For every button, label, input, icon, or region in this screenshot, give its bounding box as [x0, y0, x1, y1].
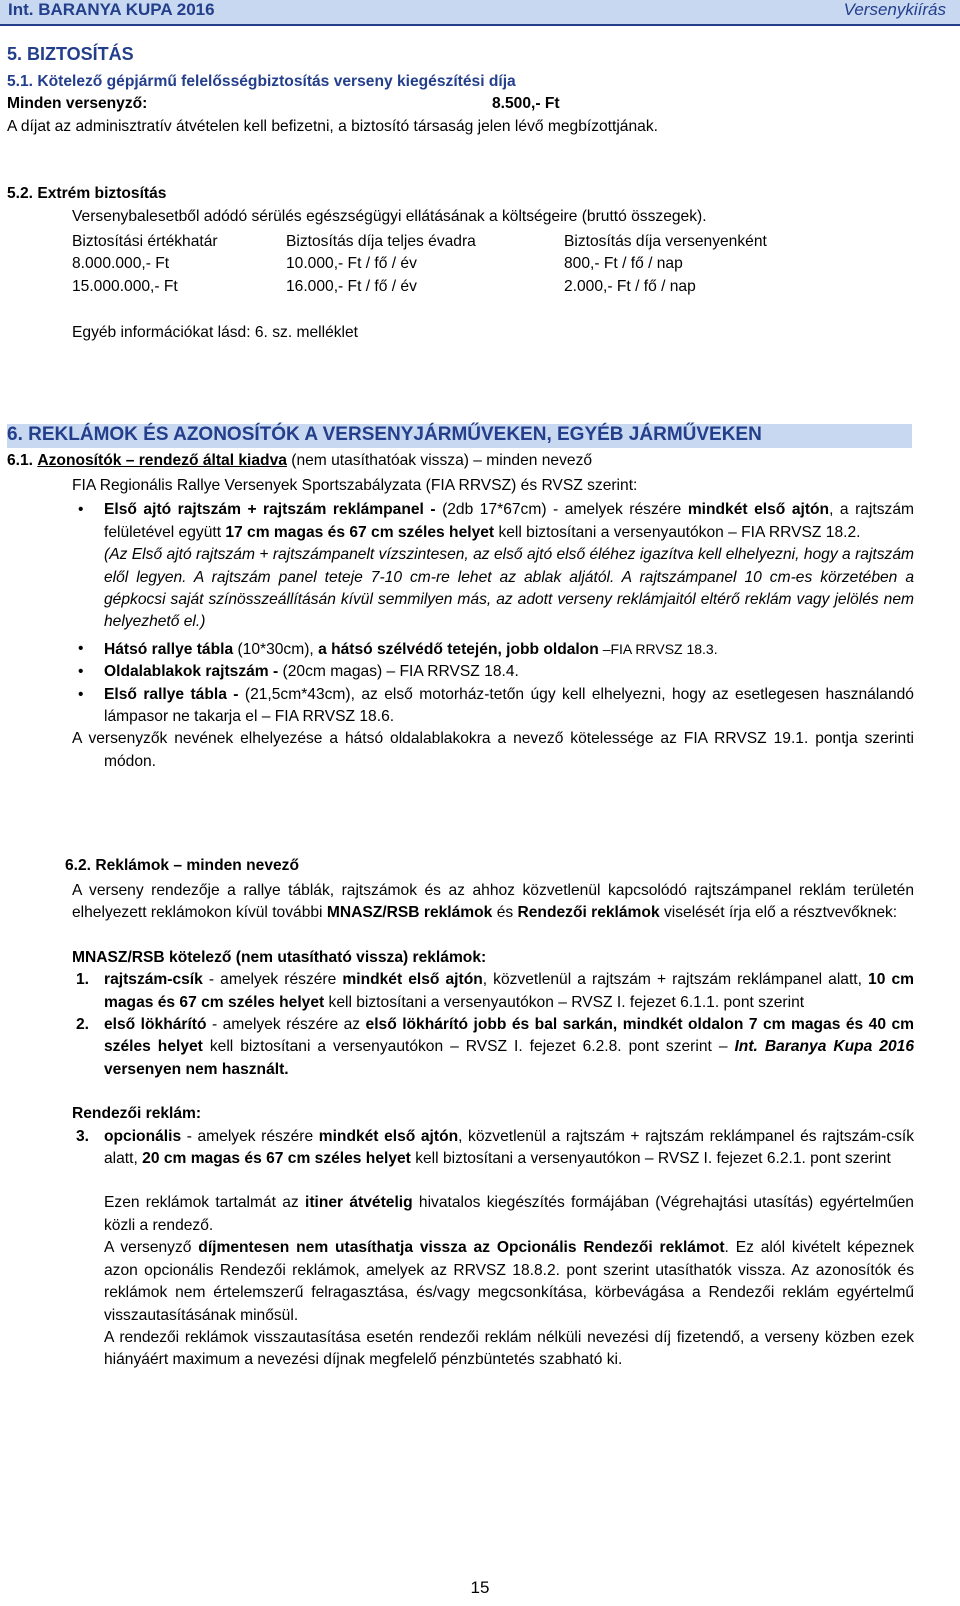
bullet-2-bold2: a hátsó szélvédő tetején, jobb oldalon — [318, 640, 599, 658]
section-6-2-body — [72, 880, 914, 1372]
bullet-2-bold: Hátsó rallye tábla — [104, 640, 234, 658]
intro-text3: viselését írja elő a résztvevőknek: — [659, 904, 898, 922]
item-3-text: - amelyek részére — [181, 1127, 319, 1145]
item-3-bold: opcionális — [104, 1127, 182, 1145]
p2-bold: díjmentesen nem utasíthatja vissza az Opcionális Rendezői reklámot — [198, 1239, 725, 1257]
paragraph — [104, 1237, 914, 1327]
bullet-2-text: (10*30cm), — [233, 640, 319, 658]
item-1-text: - amelyek részére — [202, 971, 343, 989]
page-header — [0, 0, 960, 26]
list-item — [72, 1126, 914, 1171]
table-cell: 15.000.000,- Ft — [72, 277, 178, 295]
closing-paragraphs — [72, 1192, 914, 1371]
p2-text: A versenyző — [104, 1239, 199, 1257]
bullet-icon: • — [78, 501, 84, 519]
section-6-1-sub: FIA Regionális Rallye Versenyek Sportszabályzata (FIA RRVSZ) és RVSZ szerint: — [72, 477, 638, 494]
bullet-1-text: (2db 17*67cm) - amelyek részére — [435, 501, 688, 519]
intro-text: A verseny rendezője a rallye táblák, rajtszámok és az ahhoz közvetlenül kapcsolódó rajtszámpanel reklám területén elhelyezett reklámokon kívül további — [72, 882, 914, 922]
item-2-bold: első lökhárító — [104, 1016, 207, 1034]
p1-text2: hivatalos kiegészítés formájában (Végrehajtási utasítás) egyértelműen közli a rendező. — [104, 1194, 914, 1234]
bullet-1-bold3: 17 cm magas és 67 cm széles helyet — [225, 523, 495, 541]
p2-text2: . Ez alól kivételt képeznek azon opcionális Rendezői reklámok, amelyek az RRVSZ 18.8.2. pont szerint utasíthatók vissza. Az azonosítók és reklámok nem értelemszerű felragasztása, és/vagy megcsonkítása, körbevágása a Rendezői reklám egyértelmű visszautasításának minősül. — [104, 1239, 915, 1324]
section-6-1-heading — [7, 452, 592, 470]
section-6-1-bold: Azonosítók – rendező által kiadva — [37, 452, 287, 469]
section-5-title: 5. BIZTOSÍTÁS — [7, 44, 134, 64]
list-item — [72, 969, 914, 1014]
intro-bold: MNASZ/RSB reklámok — [326, 904, 493, 922]
other-info: Egyéb információkat lásd: 6. sz. melléklet — [72, 324, 359, 341]
table-header: Biztosítási értékhatár — [72, 233, 218, 250]
bullet-1-text2: , a rajtszám felületével együtt — [104, 501, 914, 541]
mnasz-title: MNASZ/RSB kötelező (nem utasítható vissza) reklámok: — [72, 948, 487, 966]
list-item — [72, 661, 914, 683]
bullet-icon: • — [78, 639, 84, 657]
table-cell: 800,- Ft / fő / nap — [564, 255, 683, 273]
item-1-text2: , közvetlenül a rajtszám + rajtszám reklámpanel alatt, — [482, 971, 869, 989]
table-header: Biztosítás díja versenyenként — [564, 233, 767, 250]
intro-bold2: Rendezői reklámok — [517, 904, 660, 922]
bullet-icon: • — [78, 663, 84, 681]
page-number: 15 — [470, 1578, 490, 1597]
table-cell: 16.000,- Ft / fő / év — [286, 277, 417, 295]
section-5-1-label: Minden versenyző: — [7, 95, 148, 112]
bullet-1-bold: Első ajtó rajtszám + rajtszám reklámpanel - — [104, 501, 436, 519]
bullet-4-bold: Első rallye tábla - — [104, 685, 239, 703]
section-5-1-text: A díjat az adminisztratív átvételen kell befizetni, a biztosító társaság jelen lévő megbízottjának. — [7, 118, 658, 135]
table-cell: 10.000,- Ft / fő / év — [286, 255, 417, 273]
item-2-text2: kell biztosítani a versenyautókon – RVSZ I. fejezet 6.2.8. pont szerint – — [202, 1038, 735, 1056]
bullet-3-bold: Oldalablakok rajtszám - — [104, 663, 279, 681]
section-5-2-title: 5.2. Extrém biztosítás — [7, 185, 167, 202]
bullet-icon: • — [78, 685, 84, 703]
item-3-bold2: mindkét első ajtón — [318, 1127, 459, 1145]
section-5-2-text: Versenybalesetből adódó sérülés egészségügyi ellátásának a költségeire (bruttó összegek). — [72, 208, 707, 225]
section-6-1-number: 6.1. — [7, 452, 34, 469]
section-6-1-body — [72, 475, 914, 773]
item-1-bold2: mindkét első ajtón — [342, 971, 483, 989]
item-3-bold3: 20 cm magas és 67 cm széles helyet — [142, 1150, 411, 1168]
section-5-1-value: 8.500,- Ft — [492, 95, 560, 112]
bullet-2-text2: –FIA RRVSZ 18.3. — [598, 640, 718, 657]
bullet-1-bold2: mindkét első ajtón — [687, 501, 830, 519]
section-6-2-intro — [72, 880, 914, 925]
list-item — [72, 1014, 914, 1081]
item-2-number: 2. — [76, 1016, 90, 1034]
bullet-3-text: (20cm magas) – FIA RRVSZ 18.4. — [278, 663, 519, 681]
item-2-bold2: első lökhárító jobb és bal sarkán, mindkét oldalon 7 cm magas és 40 cm széles helyet — [104, 1016, 914, 1056]
table-cell: 2.000,- Ft / fő / nap — [564, 277, 696, 295]
rendezoi-title: Rendezői reklám: — [72, 1105, 202, 1123]
item-3-text3: kell biztosítani a versenyautókon – RVSZ I. fejezet 6.2.1. pont szerint — [410, 1150, 891, 1168]
paragraph: A rendezői reklámok visszautasítása esetén rendezői reklám nélküli nevezési díj fizetendő, a verseny közben ezek hiányáért maximum a nevezési díjnak megfelelő pénzbüntetés szabható ki. — [104, 1328, 914, 1369]
paragraph — [104, 1192, 914, 1237]
item-3-number: 3. — [76, 1127, 90, 1145]
item-1-bold: rajtszám-csík — [104, 971, 203, 989]
list-item — [72, 499, 914, 633]
table-cell: 8.000.000,- Ft — [72, 255, 170, 273]
header-left: Int. BARANYA KUPA 2016 — [8, 0, 215, 19]
section-6-title: 6. REKLÁMOK ÉS AZONOSÍTÓK A VERSENYJÁRMŰVEKEN, EGYÉB JÁRMŰVEKEN — [7, 424, 762, 445]
section-6-2-title: 6.2. Reklámok – minden nevező — [65, 857, 299, 874]
table-header: Biztosítás díja teljes évadra — [286, 233, 476, 250]
item-1-text3: kell biztosítani a versenyautókon – RVSZ I. fejezet 6.1.1. pont szerint — [324, 993, 805, 1011]
item-2-text: - amelyek részére az — [206, 1016, 366, 1034]
p1-bold: itiner átvételig — [305, 1194, 413, 1212]
item-3-text2: , közvetlenül a rajtszám + rajtszám reklámpanel és rajtszám-csík alatt, — [104, 1127, 914, 1168]
list-item — [72, 684, 914, 729]
p1-text: Ezen reklámok tartalmát az — [104, 1194, 305, 1212]
section-6-1-rest: (nem utasíthatóak vissza) – minden nevező — [286, 452, 593, 469]
bullet-1-text3: kell biztosítani a versenyautókon – FIA RRVSZ 18.2. — [494, 523, 861, 541]
intro-text2: és — [492, 904, 518, 922]
bullet-1-italic: (Az Első ajtó rajtszám + rajtszámpanelt vízszintesen, az első ajtó első éléhez igazítva kell elhelyezni, hogy a rajtszám elől legyen. A rajtszám panel teteje 7-10 cm-re lehet az ablak aljától. A rajtszámpanel 10 cm-es körzetében a gépkocsi saját színösszeállításán kívül semmilyen más, az adott verseny reklámjaitól eltérő reklám vagy jelölés nem helyezhető el.) — [104, 546, 914, 631]
item-1-number: 1. — [76, 971, 90, 989]
item-2-bold3: versenyen nem használt. — [104, 1060, 289, 1078]
section-6-1-end: A versenyzők nevének elhelyezése a hátsó oldalablakokra a nevező kötelessége az FIA RRVSZ 19.1. pontja szerinti módon. — [72, 730, 914, 770]
item-2-event: Int. Baranya Kupa 2016 — [734, 1038, 914, 1056]
item-1-bold3: 10 cm magas és 67 cm széles helyet — [104, 971, 915, 1011]
header-right: Versenykiírás — [843, 0, 946, 19]
list-item — [72, 638, 914, 661]
bullet-4-text: (21,5cm*43cm), az első motorház-tetőn úgy kell elhelyezni, hogy az esetlegesen használandó lámpasor ne takarja el – FIA RRVSZ 18.6. — [104, 685, 914, 726]
section-5-1-title: 5.1. Kötelező gépjármű felelősségbiztosítás verseny kiegészítési díja — [7, 73, 516, 90]
